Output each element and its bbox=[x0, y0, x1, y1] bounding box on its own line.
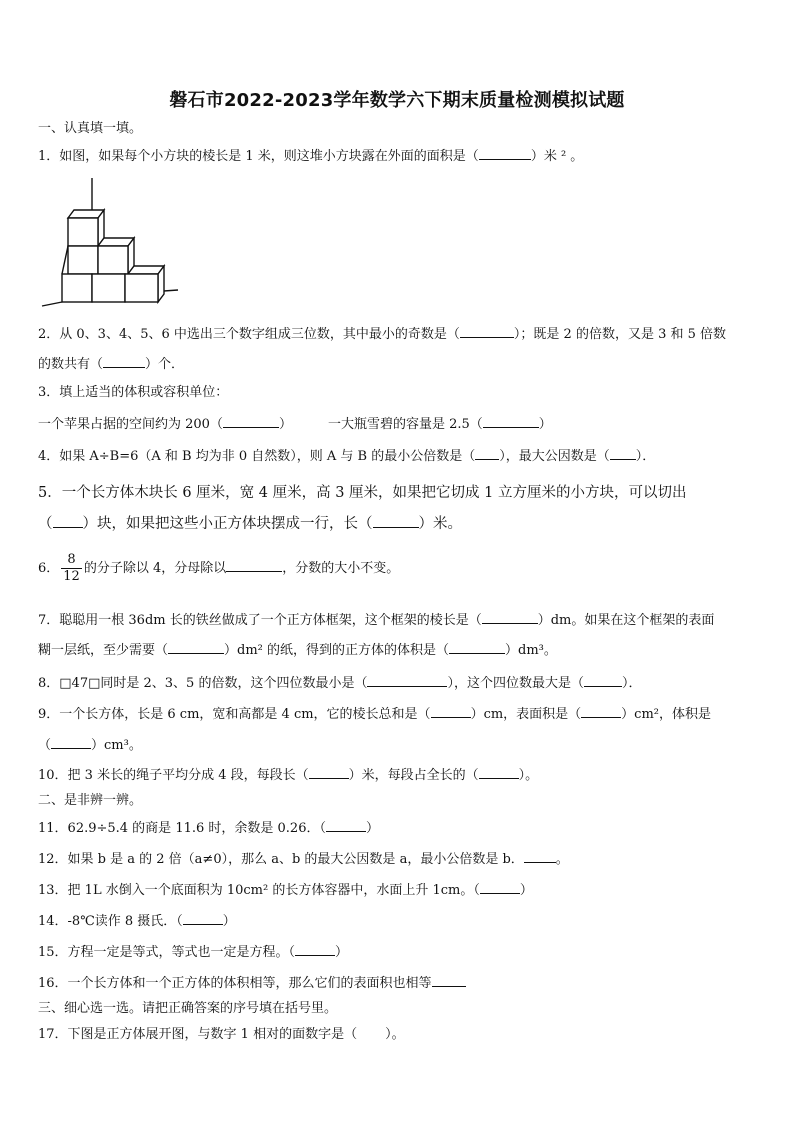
answer-blank[interactable] bbox=[524, 849, 556, 863]
fraction: $\frac{8}{12}$ bbox=[63, 552, 80, 584]
question-9: 9．一个长方体，长是 6 cm，宽和高都是 4 cm，它的棱长总和是（ ）cm，表面积是（ ）cm²，体积是 bbox=[38, 704, 711, 724]
answer-blank[interactable] bbox=[449, 640, 505, 654]
question-3-parts: 一个苹果占据的空间约为 200（ ） 一大瓶雪碧的容量是 2.5（ ） bbox=[38, 414, 552, 434]
answer-blank[interactable] bbox=[479, 765, 519, 779]
answer-blank[interactable] bbox=[103, 354, 145, 368]
question-14: 14．-8℃读作 8 摄氏．（ ） bbox=[38, 911, 236, 931]
page-title: 磐石市2022-2023学年数学六下期末质量检测模拟试题 bbox=[169, 90, 625, 111]
answer-blank[interactable] bbox=[482, 610, 538, 624]
question-1: 1．如图，如果每个小方块的棱长是 1 米，则这堆小方块露在外面的面积是（ ）米 ² 。 bbox=[38, 146, 583, 166]
answer-blank[interactable] bbox=[326, 818, 366, 832]
question-2-cont: 的数共有（ ）个． bbox=[38, 354, 184, 374]
answer-blank[interactable] bbox=[431, 704, 471, 718]
question-16: 16．一个长方体和一个正方体的体积相等，那么它们的表面积也相等 bbox=[38, 973, 466, 993]
question-5: 5．一个长方体木块长 6 厘米，宽 4 厘米，高 3 厘米，如果把它切成 1 立方厘米的小方块，可以切出 bbox=[38, 485, 687, 501]
question-17: 17．下图是正方体展开图，与数字 1 相对的面数字是（ ）。 bbox=[38, 1027, 405, 1042]
answer-blank[interactable] bbox=[483, 414, 539, 428]
answer-blank[interactable] bbox=[53, 514, 83, 528]
question-8: 8．□47□同时是 2、3、5 的倍数，这个四位数最小是（ ），这个四位数最大是（ ）． bbox=[38, 673, 642, 693]
answer-blank[interactable] bbox=[373, 514, 419, 528]
answer-blank[interactable] bbox=[479, 146, 531, 160]
question-11: 11．62.9÷5.4 的商是 11.6 时，余数是 0.26．（ ） bbox=[38, 818, 379, 838]
answer-blank[interactable] bbox=[475, 446, 499, 460]
answer-blank[interactable] bbox=[295, 942, 335, 956]
answer-blank[interactable] bbox=[581, 704, 621, 718]
answer-blank[interactable] bbox=[51, 735, 91, 749]
answer-blank[interactable] bbox=[480, 880, 520, 894]
question-10: 10．把 3 米长的绳子平均分成 4 段，每段长（ ）米，每段占全长的（ ）。 bbox=[38, 765, 538, 785]
answer-blank[interactable] bbox=[168, 640, 224, 654]
question-2: 2．从 0、3、4、5、6 中选出三个数字组成三位数，其中最小的奇数是（ ）；既是 2 的倍数，又是 3 和 5 倍数 bbox=[38, 324, 726, 344]
cube-stack-figure bbox=[38, 178, 183, 310]
question-15: 15．方程一定是等式，等式也一定是方程。（ ） bbox=[38, 942, 348, 962]
section-heading-1: 一、认真填一填。 bbox=[38, 121, 143, 136]
question-4: 4．如果 A÷B=6（A 和 B 均为非 0 自然数），则 A 与 B 的最小公倍数是（ ），最大公因数是（ ）． bbox=[38, 446, 655, 466]
question-3: 3．填上适当的体积或容积单位： bbox=[38, 385, 229, 400]
question-13: 13．把 1L 水倒入一个底面积为 10cm² 的长方体容器中，水面上升 1cm。（ ） bbox=[38, 880, 533, 900]
answer-blank[interactable] bbox=[584, 673, 622, 687]
question-12: 12．如果 b 是 a 的 2 倍（a≠0），那么 a、b 的最大公因数是 a，最小公倍数是 b． 。 bbox=[38, 849, 569, 869]
answer-blank[interactable] bbox=[223, 414, 279, 428]
answer-blank[interactable] bbox=[309, 765, 349, 779]
question-6: 6． $\frac{8}{12}$ 的分子除以 4，分母除以 ，分数的大小不变。 bbox=[38, 552, 400, 584]
question-7: 7．聪聪用一根 36dm 长的铁丝做成了一个正方体框架，这个框架的棱长是（ ）dm。如果在这个框架的表面 bbox=[38, 610, 714, 630]
answer-blank[interactable] bbox=[610, 446, 636, 460]
section-heading-3: 三、细心选一选。请把正确答案的序号填在括号里。 bbox=[38, 1001, 338, 1016]
question-7-cont: 糊一层纸，至少需要（ ）dm² 的纸，得到的正方体的体积是（ ）dm³。 bbox=[38, 640, 557, 660]
answer-blank[interactable] bbox=[183, 911, 223, 925]
answer-blank[interactable] bbox=[367, 673, 447, 687]
answer-blank[interactable] bbox=[460, 324, 514, 338]
answer-blank[interactable] bbox=[226, 558, 282, 572]
question-5-cont: （ ）块，如果把这些小正方体块摆成一行，长（ ）米。 bbox=[38, 516, 462, 532]
answer-blank[interactable] bbox=[432, 973, 466, 987]
section-heading-2: 二、是非辨一辨。 bbox=[38, 793, 143, 808]
question-9-cont: （ ）cm³。 bbox=[38, 735, 142, 755]
